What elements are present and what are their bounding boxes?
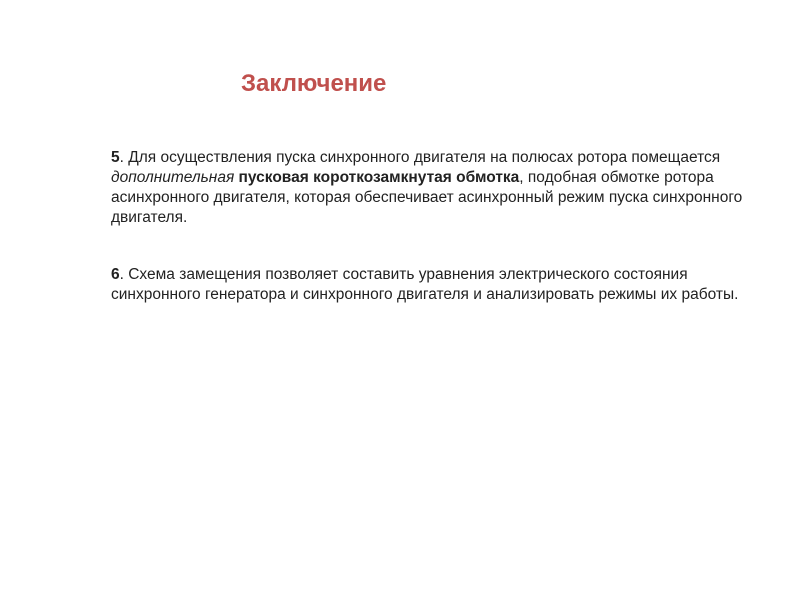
point-6-text: . Схема замещения позволяет составить уравнения электрического состояния синхронного генератора и синхронного двигателя и анализировать режимы их работы. xyxy=(111,266,739,303)
point-5-text-start: . Для осуществления пуска синхронного двигателя на полюсах ротора помещается xyxy=(119,149,721,166)
point-5-bold-phrase: пусковая короткозамкнутая обмотка xyxy=(238,169,520,186)
point-5-text-end: , подобная обмотке ротора асинхронного двигателя, которая обеспечивает асинхронный режим пуска синхронного двигателя. xyxy=(111,169,743,226)
point-5-italic-word: дополнительная xyxy=(111,169,235,186)
conclusion-point-5 xyxy=(111,148,751,228)
conclusion-point-6 xyxy=(111,265,751,305)
slide-title: Заключение xyxy=(241,70,387,97)
point-5-number: 5 xyxy=(111,149,120,166)
point-6-number: 6 xyxy=(111,266,120,283)
